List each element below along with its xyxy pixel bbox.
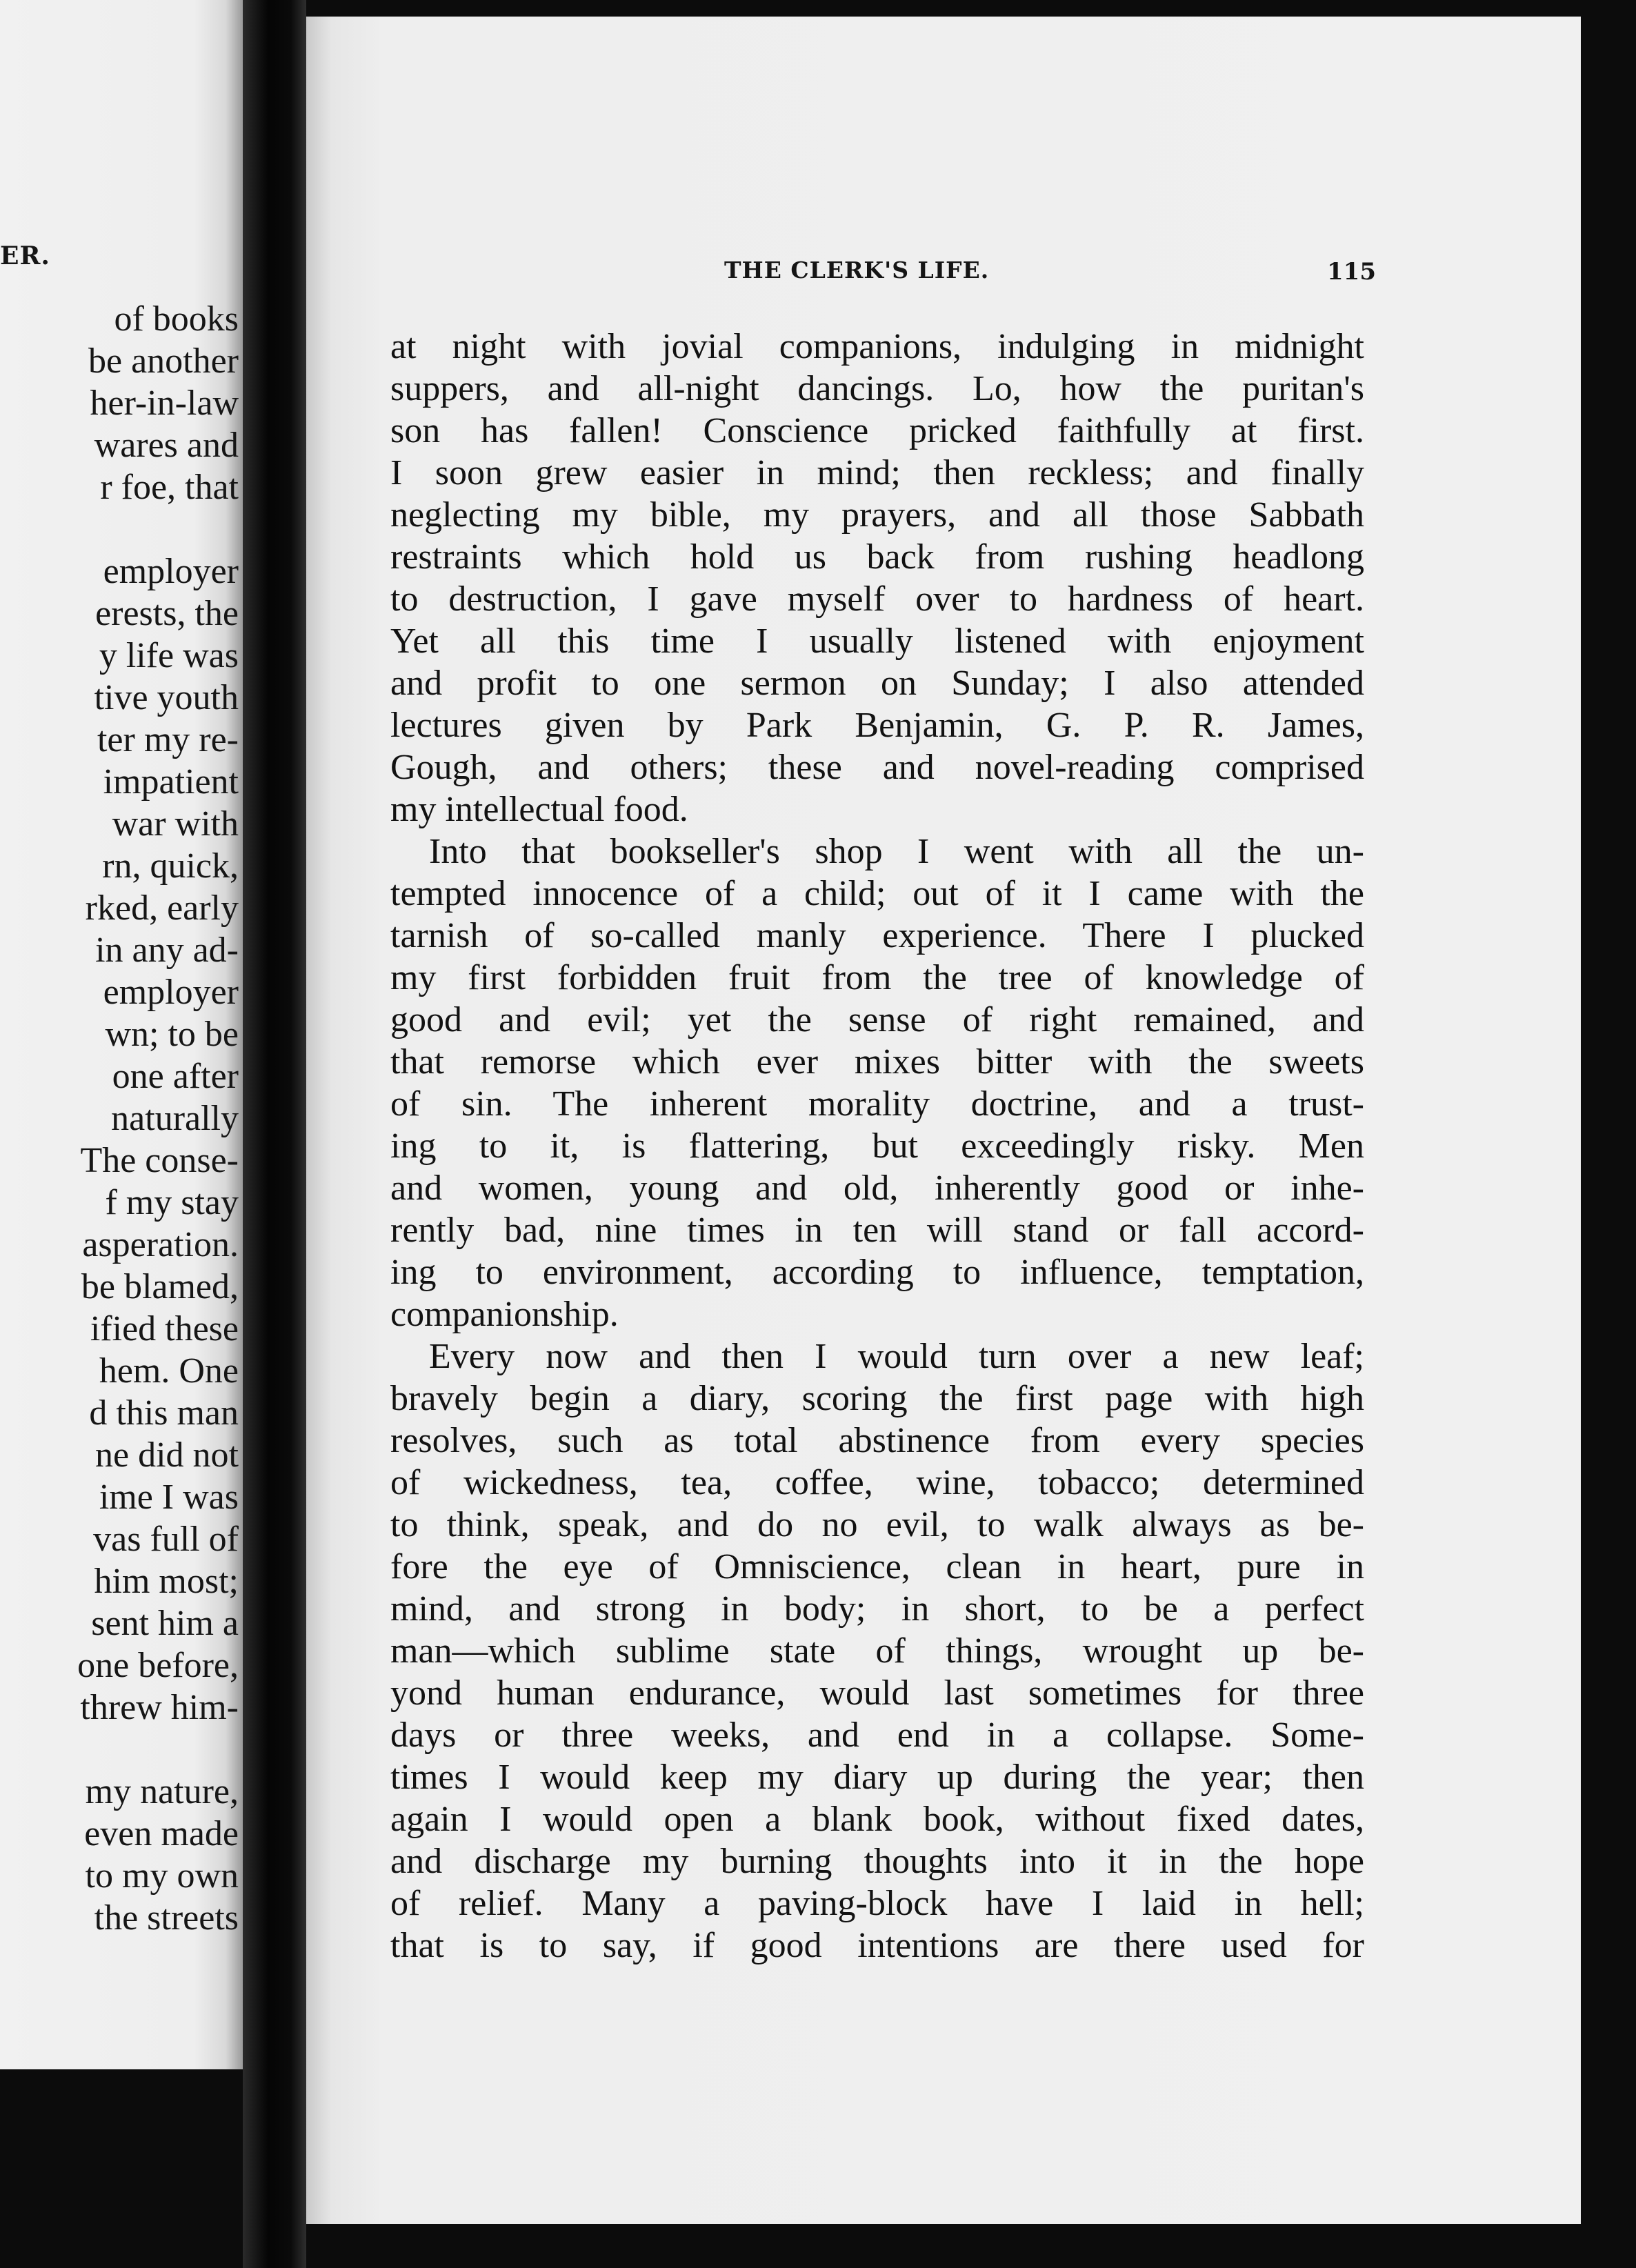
text-line: war with bbox=[112, 804, 239, 844]
text-line: to my own bbox=[85, 1856, 239, 1896]
text-line: Every now and then I would turn over a new leaf; bbox=[429, 1337, 1364, 1376]
text-line: Yet all this time I usually listened with enjoyment bbox=[390, 621, 1364, 661]
left-running-head-fragment: ER. bbox=[0, 241, 50, 270]
left-page-text bbox=[77, 298, 239, 1939]
text-line: be blamed, bbox=[81, 1267, 239, 1306]
text-line: man—which sublime state of things, wrought up be- bbox=[390, 1631, 1364, 1671]
text-line: wares and bbox=[94, 426, 239, 465]
text-line: The conse- bbox=[80, 1141, 239, 1180]
text-line: be another bbox=[88, 341, 239, 381]
text-line: resolves, such as total abstinence from every species bbox=[390, 1421, 1364, 1460]
text-line: rently bad, nine times in ten will stand or fall accord- bbox=[390, 1211, 1364, 1250]
text-line: naturally bbox=[111, 1099, 239, 1138]
text-line: rked, early bbox=[85, 888, 239, 928]
text-line: hem. One bbox=[99, 1351, 239, 1391]
text-line: and women, young and old, inherently good or inhe- bbox=[390, 1168, 1364, 1208]
text-line: companionship. bbox=[390, 1295, 619, 1334]
body-text bbox=[390, 326, 1364, 1967]
text-line: good and evil; yet the sense of right remained, and bbox=[390, 1000, 1364, 1040]
text-line: ing to environment, according to influence, temptation, bbox=[390, 1253, 1364, 1292]
running-head bbox=[306, 251, 1581, 292]
text-line: Gough, and others; these and novel-reading comprised bbox=[390, 748, 1364, 787]
text-line: that remorse which ever mixes bitter with the sweets bbox=[390, 1042, 1364, 1082]
text-line: Into that bookseller's shop I went with all the un- bbox=[429, 832, 1364, 871]
text-line: suppers, and all-night dancings. Lo, how the puritan's bbox=[390, 369, 1364, 408]
text-line: ime I was bbox=[99, 1478, 239, 1517]
text-line: r foe, that bbox=[100, 468, 239, 507]
text-line: that is to say, if good intentions are there used for bbox=[390, 1926, 1364, 1965]
text-line: fore the eye of Omniscience, clean in heart, pure in bbox=[390, 1547, 1364, 1586]
text-line: rn, quick, bbox=[102, 846, 239, 886]
text-line: to destruction, I gave myself over to hardness of heart. bbox=[390, 579, 1364, 619]
left-page bbox=[0, 0, 243, 2069]
text-line: wn; to be bbox=[105, 1015, 239, 1054]
text-line: in any ad- bbox=[95, 931, 239, 970]
text-line: employer bbox=[103, 552, 239, 591]
text-line: at night with jovial companions, indulging in midnight bbox=[390, 327, 1364, 366]
text-line: vas full of bbox=[93, 1520, 239, 1559]
text-line: of relief. Many a paving-block have I laid in hell; bbox=[390, 1884, 1364, 1923]
text-line: her-in-law bbox=[90, 384, 239, 423]
text-line: ified these bbox=[90, 1309, 239, 1349]
text-line: ne did not bbox=[95, 1435, 239, 1475]
text-line: my first forbidden fruit from the tree of knowledge of bbox=[390, 958, 1364, 997]
text-line: neglecting my bible, my prayers, and all those Sabbath bbox=[390, 495, 1364, 535]
text-line: bravely begin a diary, scoring the first page with high bbox=[390, 1379, 1364, 1418]
text-line: my intellectual food. bbox=[390, 790, 688, 829]
text-line: the streets bbox=[94, 1898, 239, 1938]
text-line: to think, speak, and do no evil, to walk always as be- bbox=[390, 1505, 1364, 1544]
text-line: son has fallen! Conscience pricked faithfully at first. bbox=[390, 411, 1364, 450]
text-line: of sin. The inherent morality doctrine, and a trust- bbox=[390, 1084, 1364, 1124]
text-line: impatient bbox=[103, 762, 239, 802]
text-line: and profit to one sermon on Sunday; I also attended bbox=[390, 664, 1364, 703]
text-line: and discharge my burning thoughts into it in the hope bbox=[390, 1842, 1364, 1881]
text-line: asperation. bbox=[82, 1225, 239, 1264]
text-line: mind, and strong in body; in short, to be a perfect bbox=[390, 1589, 1364, 1629]
text-line: yond human endurance, would last sometimes for three bbox=[390, 1673, 1364, 1713]
text-line: one before, bbox=[77, 1646, 239, 1685]
text-line: employer bbox=[103, 973, 239, 1012]
text-line: again I would open a blank book, without fixed dates, bbox=[390, 1800, 1364, 1839]
text-line: even made bbox=[84, 1814, 239, 1853]
text-line: threw him- bbox=[80, 1688, 239, 1727]
page-number: 115 bbox=[1327, 258, 1376, 286]
text-line: him most; bbox=[94, 1562, 239, 1601]
text-line: days or three weeks, and end in a collapse. Some- bbox=[390, 1715, 1364, 1755]
text-line: d this man bbox=[89, 1393, 239, 1433]
text-line: restraints which hold us back from rushing headlong bbox=[390, 537, 1364, 577]
text-line: ing to it, is flattering, but exceedingly risky. Men bbox=[390, 1126, 1364, 1166]
blank-line bbox=[77, 508, 239, 550]
text-line: tempted innocence of a child; out of it I came with the bbox=[390, 874, 1364, 913]
text-line: of books bbox=[114, 299, 239, 339]
running-title: THE CLERK'S LIFE. bbox=[724, 257, 990, 284]
text-line: times I would keep my diary up during the year; then bbox=[390, 1758, 1364, 1797]
text-line: one after bbox=[112, 1057, 239, 1096]
book-gutter bbox=[243, 0, 306, 2268]
blank-line bbox=[77, 1729, 239, 1771]
right-page bbox=[306, 17, 1581, 2224]
text-line: erests, the bbox=[95, 594, 239, 633]
text-line: lectures given by Park Benjamin, G. P. R. James, bbox=[390, 706, 1364, 745]
text-line: of wickedness, tea, coffee, wine, tobacco; determined bbox=[390, 1463, 1364, 1502]
text-line: tive youth bbox=[94, 678, 239, 717]
text-line: f my stay bbox=[105, 1183, 239, 1222]
text-line: tarnish of so-called manly experience. There I plucked bbox=[390, 916, 1364, 955]
text-line: ter my re- bbox=[97, 720, 239, 759]
text-line: I soon grew easier in mind; then reckless; and finally bbox=[390, 453, 1364, 493]
text-line: sent him a bbox=[91, 1604, 239, 1643]
text-line: my nature, bbox=[85, 1772, 239, 1811]
text-line: y life was bbox=[99, 636, 239, 675]
